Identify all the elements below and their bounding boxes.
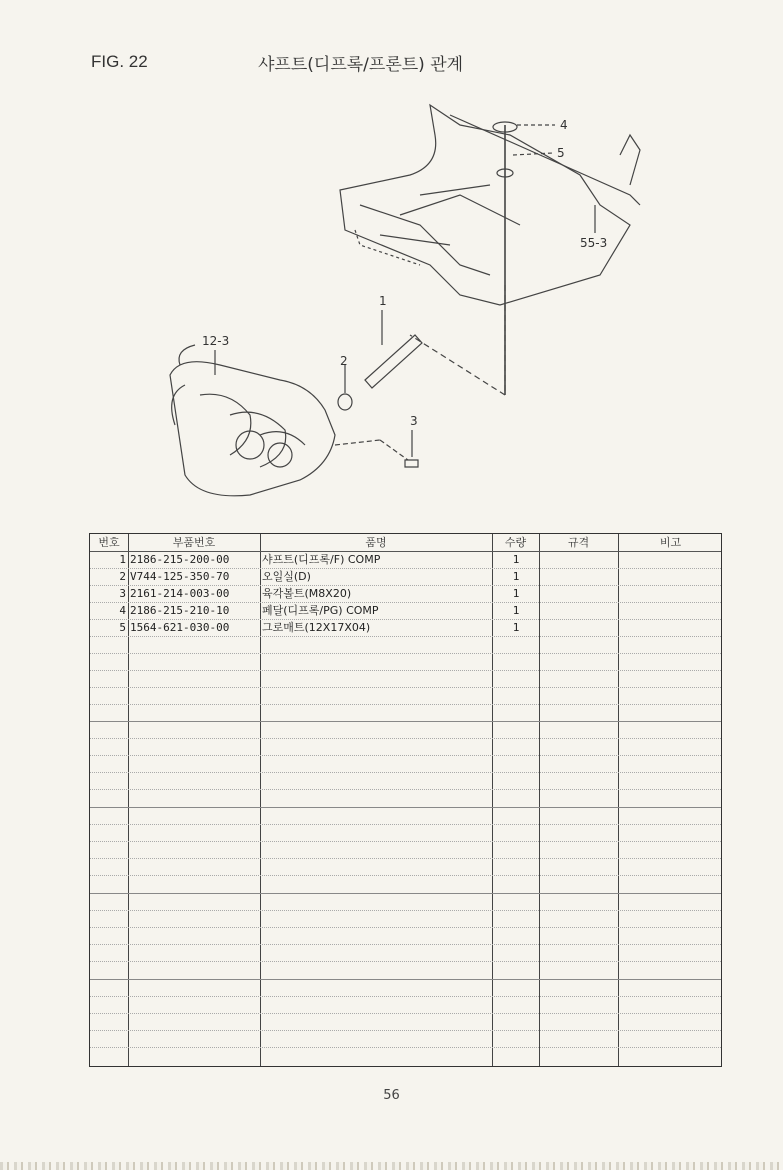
callout-4: 4 <box>560 118 568 132</box>
page-number: 56 <box>383 1088 400 1103</box>
callout-5: 5 <box>557 146 565 160</box>
transmission-housing <box>170 362 335 496</box>
scan-edge <box>0 1162 783 1170</box>
col-header-spec: 규격 <box>567 536 590 549</box>
figure-label: FIG. 22 <box>91 52 148 71</box>
diff-lock-shaft <box>365 335 422 388</box>
table-row: 4 2186-215-210-10 페달(디프록/PG) COMP 1 <box>119 604 520 617</box>
col-header-part-name: 품명 <box>365 536 387 549</box>
parts-table <box>89 533 722 1067</box>
table-row: 3 2161-214-003-00 육각볼트(M8X20) 1 <box>119 587 520 600</box>
col-header-no: 번호 <box>98 536 120 549</box>
table-row: 2 V744-125-350-70 오일실(D) 1 <box>119 570 520 583</box>
table-row: 5 1564-621-030-00 그로매트(12X17X04) 1 <box>119 621 520 634</box>
page-title: 샤프트(디프록/프론트) 관계 <box>258 55 464 75</box>
exploded-parts-diagram <box>160 95 660 515</box>
callout-3: 3 <box>410 414 418 428</box>
col-header-part-number: 부품번호 <box>172 536 216 549</box>
callout-12-3: 12-3 <box>202 334 230 348</box>
callout-55-3: 55-3 <box>580 236 608 250</box>
callout-1: 1 <box>379 294 387 308</box>
hex-bolt <box>405 460 418 467</box>
floor-panel <box>340 105 630 305</box>
col-header-remarks: 비고 <box>659 536 682 549</box>
oil-seal <box>338 394 352 410</box>
table-row: 1 2186-215-200-00 샤프트(디프록/F) COMP 1 <box>119 553 520 566</box>
col-header-qty: 수량 <box>504 536 527 549</box>
callout-2: 2 <box>340 354 348 368</box>
